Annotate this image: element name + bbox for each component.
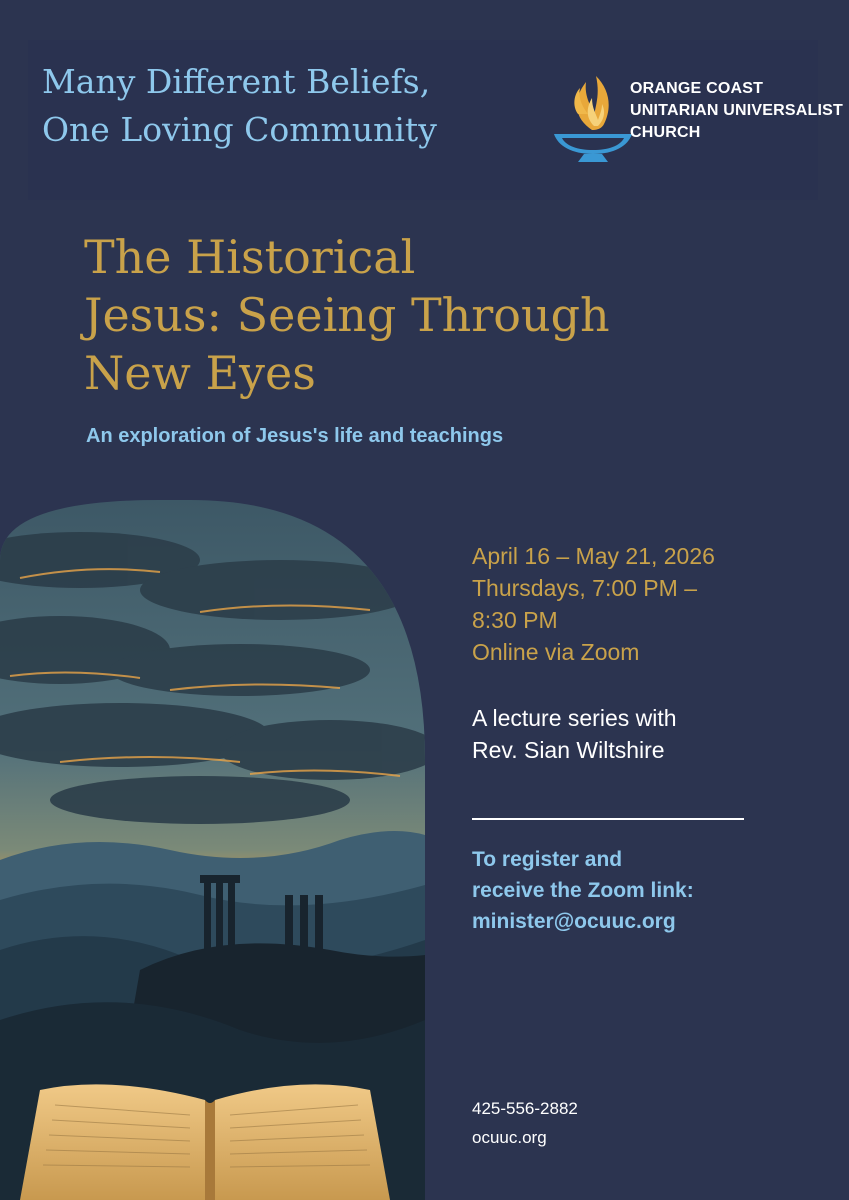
event-schedule [472, 540, 812, 668]
lecturer-info [472, 702, 812, 766]
church-name-line-3: CHURCH [630, 124, 701, 141]
lecturer-line-2: Rev. Sian Wiltshire [472, 737, 665, 763]
divider [472, 818, 744, 820]
event-title-line-3: New Eyes [84, 346, 316, 400]
register-line-2: receive the Zoom link: [472, 879, 694, 902]
lecturer-line-1: A lecture series with [472, 705, 677, 731]
church-name [630, 78, 843, 144]
church-name-line-1: ORANGE COAST [630, 80, 764, 97]
event-title-line-2: Jesus: Seeing Through [84, 288, 610, 342]
website-link[interactable]: ocuuc.org [472, 1128, 547, 1147]
event-details [472, 540, 812, 766]
event-title-line-1: The Historical [84, 230, 416, 284]
contact-info [472, 1094, 578, 1152]
sunset-landscape-illustration [0, 500, 425, 1200]
event-date-range: April 16 – May 21, 2026 [472, 543, 715, 569]
registration-info [472, 844, 694, 937]
tagline-line-1: Many Different Beliefs, [42, 62, 431, 101]
tagline [42, 58, 437, 154]
event-time-line-1: Thursdays, 7:00 PM – [472, 575, 697, 601]
event-time-line-2: 8:30 PM [472, 607, 558, 633]
chalice-logo-icon [548, 68, 643, 168]
event-title [84, 228, 724, 402]
church-name-line-2: UNITARIAN UNIVERSALIST [630, 102, 843, 119]
phone-number: 425-556-2882 [472, 1099, 578, 1118]
register-email-link[interactable]: minister@ocuuc.org [472, 910, 676, 933]
event-location: Online via Zoom [472, 639, 640, 665]
event-subtitle: An exploration of Jesus's life and teachings [86, 425, 504, 447]
tagline-line-2: One Loving Community [42, 110, 437, 149]
register-line-1: To register and [472, 848, 623, 871]
